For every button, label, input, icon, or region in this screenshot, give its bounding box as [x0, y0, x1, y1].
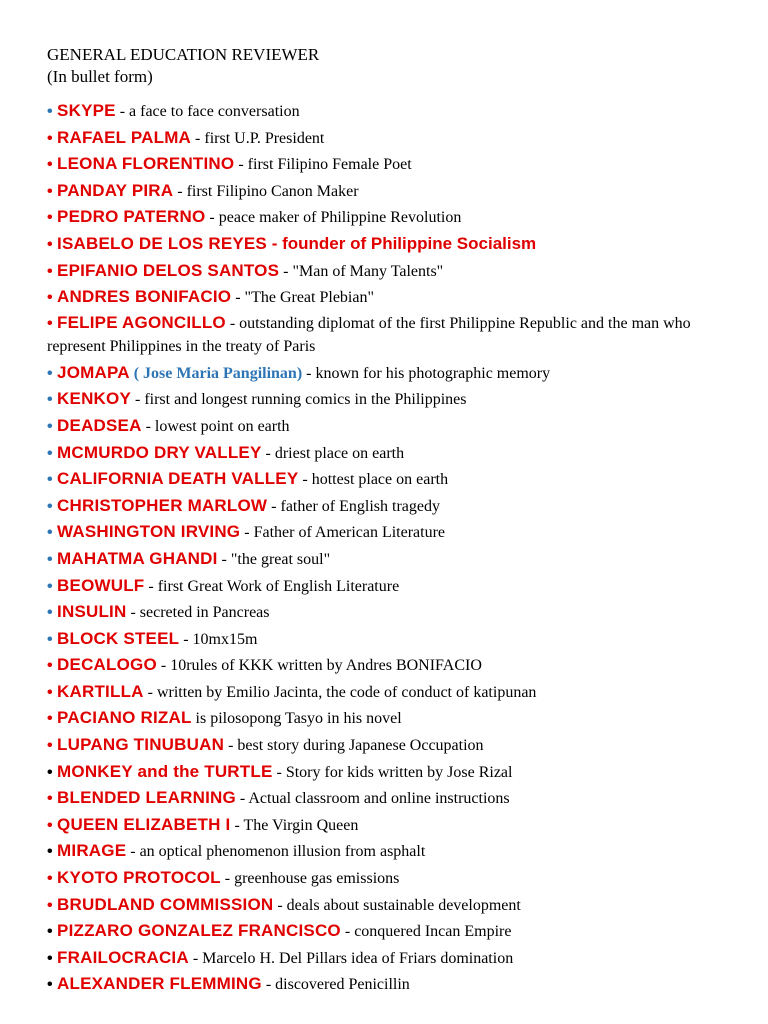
bullet-icon: •: [47, 314, 58, 332]
list-item: [47, 440, 737, 467]
item-term: QUEEN ELIZABETH I: [57, 814, 231, 834]
item-description: - 10mx15m: [179, 630, 258, 648]
item-description: - outstanding diplomat of the first Philippine Republic and the man who represent Philippines in the treaty of Paris: [47, 314, 691, 355]
item-description: - driest place on earth: [261, 444, 405, 462]
list-item: [47, 573, 737, 600]
bullet-icon: •: [47, 763, 58, 781]
document-subtitle: (In bullet form): [47, 67, 153, 86]
bullet-icon: •: [47, 896, 58, 914]
item-description: - an optical phenomenon illusion from asphalt: [126, 843, 426, 861]
item-description: - secreted in Pancreas: [126, 604, 270, 622]
item-term: CHRISTOPHER MARLOW: [57, 495, 268, 515]
list-item: [47, 652, 737, 679]
item-term: KYOTO PROTOCOL: [57, 868, 221, 888]
bullet-icon: •: [47, 630, 58, 648]
item-term: LUPANG TINUBUAN: [57, 735, 225, 755]
item-description: - Story for kids written by Jose Rizal: [272, 763, 513, 781]
item-term: EPIFANIO DELOS SANTOS: [57, 260, 280, 280]
bullet-icon: •: [47, 129, 58, 147]
item-description: - 10rules of KKK written by Andres BONIFACIO: [156, 657, 482, 675]
list-item: [47, 945, 737, 972]
bullet-icon: •: [47, 790, 58, 808]
list-item: [47, 360, 737, 387]
item-description: - lowest point on earth: [141, 417, 290, 435]
item-term: PANDAY PIRA: [57, 180, 174, 200]
list-item: [47, 98, 737, 125]
bullet-icon: •: [47, 182, 58, 200]
item-term: SKYPE: [57, 101, 116, 120]
item-description: - first Filipino Female Poet: [234, 156, 412, 174]
bullet-icon: •: [47, 156, 58, 174]
item-term: PIZZARO GONZALEZ FRANCISCO: [57, 921, 341, 941]
item-description: - Father of American Literature: [240, 524, 446, 542]
list-item: [47, 599, 737, 626]
list-item: [47, 732, 737, 759]
bullet-icon: •: [47, 737, 58, 755]
bullet-icon: •: [47, 364, 58, 382]
item-note: ( Jose Maria Pangilinan): [129, 364, 303, 382]
item-description: - deals about sustainable development: [273, 896, 521, 914]
document-title: GENERAL EDUCATION REVIEWER: [47, 45, 320, 64]
item-description: - hottest place on earth: [298, 471, 449, 489]
bullet-icon: •: [47, 710, 58, 728]
item-term: KENKOY: [57, 389, 131, 409]
item-description: - Actual classroom and online instructions: [235, 790, 510, 808]
item-description: - father of English tragedy: [267, 497, 440, 515]
list-item: [47, 519, 737, 546]
item-term: KARTILLA: [57, 681, 144, 701]
list-item: [47, 918, 737, 945]
item-description: - conquered Incan Empire: [340, 923, 512, 941]
list-item: [47, 311, 737, 358]
item-description: - first U.P. President: [191, 129, 325, 147]
item-description: - "the great soul": [217, 550, 331, 568]
item-description: - Marcelo H. Del Pillars idea of Friars domination: [188, 949, 514, 967]
list-item: [47, 413, 737, 440]
item-description: - written by Emilio Jacinta, the code of conduct of katipunan: [143, 683, 537, 701]
item-term: FELIPE AGONCILLO: [57, 312, 226, 332]
list-item: [47, 386, 737, 413]
item-term: PEDRO PATERNO: [57, 207, 206, 227]
bullet-icon: •: [47, 577, 58, 595]
list-item: [47, 466, 737, 493]
bullet-icon: •: [47, 417, 58, 435]
item-description: - greenhouse gas emissions: [220, 870, 400, 888]
bullet-icon: •: [47, 657, 58, 675]
item-description: - known for his photographic memory: [302, 364, 551, 382]
list-item: [47, 125, 737, 152]
bullet-icon: •: [47, 524, 58, 542]
list-item: [47, 178, 737, 205]
item-term: ALEXANDER FLEMMING: [57, 974, 262, 994]
item-term: BEOWULF: [57, 575, 145, 595]
item-term: MAHATMA GHANDI: [57, 548, 218, 568]
item-term: JOMAPA: [57, 362, 130, 382]
list-item: [47, 838, 737, 865]
bullet-icon: •: [47, 976, 58, 994]
list-item: [47, 284, 737, 311]
bullet-icon: •: [47, 497, 58, 515]
item-term: RAFAEL PALMA: [57, 127, 192, 147]
item-term: FRAILOCRACIA: [57, 947, 189, 967]
list-item: [47, 258, 737, 285]
item-description: - a face to face conversation: [115, 103, 300, 120]
item-description: - first Filipino Canon Maker: [173, 182, 359, 200]
item-description: - first and longest running comics in the Philippines: [130, 391, 467, 409]
item-term: DEADSEA: [57, 415, 142, 435]
item-description: - "The Great Plebian": [231, 289, 374, 307]
bullet-icon: •: [47, 444, 58, 462]
item-term: PACIANO RIZAL: [57, 708, 192, 728]
bullet-icon: •: [47, 816, 58, 834]
bullet-icon: •: [47, 103, 58, 120]
bullet-icon: •: [47, 209, 58, 227]
list-item: [47, 759, 737, 786]
bullet-icon: •: [47, 289, 58, 307]
item-term: DECALOGO: [57, 655, 157, 675]
list-item: [47, 892, 737, 919]
bullet-icon: •: [47, 391, 58, 409]
item-description: - peace maker of Philippine Revolution: [205, 209, 462, 227]
item-term: MONKEY and the TURTLE: [57, 761, 273, 781]
bullet-icon: •: [47, 235, 58, 253]
bullet-icon: •: [47, 471, 58, 489]
list-item: [47, 493, 737, 520]
list-item: [47, 812, 737, 839]
list-item: [47, 626, 737, 653]
item-term: ANDRES BONIFACIO: [57, 287, 232, 307]
list-item: [47, 785, 737, 812]
bullet-icon: •: [47, 683, 58, 701]
item-description: - best story during Japanese Occupation: [224, 737, 484, 755]
item-description: is pilosopong Tasyo in his novel: [191, 710, 402, 728]
item-term: BRUDLAND COMMISSION: [57, 894, 274, 914]
item-term: INSULIN: [57, 602, 127, 622]
item-term: MCMURDO DRY VALLEY: [57, 442, 262, 462]
bullet-icon: •: [47, 550, 58, 568]
bullet-icon: •: [47, 604, 58, 622]
item-term: WASHINGTON IRVING: [57, 522, 241, 542]
bullet-icon: •: [47, 843, 58, 861]
list-item: [47, 151, 737, 178]
item-term: LEONA FLORENTINO: [57, 154, 235, 174]
list-item: [47, 865, 737, 892]
item-term: BLENDED LEARNING: [57, 788, 236, 808]
bullet-icon: •: [47, 870, 58, 888]
item-term: MIRAGE: [57, 841, 127, 861]
item-description: - "Man of Many Talents": [279, 262, 444, 280]
item-term: BLOCK STEEL: [57, 628, 180, 648]
list-item: [47, 231, 737, 258]
item-description: - discovered Penicillin: [261, 976, 410, 994]
bullet-list: [47, 98, 737, 998]
item-description: - The Virgin Queen: [230, 816, 359, 834]
bullet-icon: •: [47, 923, 58, 941]
document-page: [47, 44, 737, 998]
item-term: ISABELO DE LOS REYES: [57, 233, 267, 253]
list-item: [47, 204, 737, 231]
list-item: [47, 705, 737, 732]
bullet-icon: •: [47, 262, 58, 280]
item-description: - first Great Work of English Literature: [144, 577, 400, 595]
item-description: - founder of Philippine Socialism: [266, 233, 537, 253]
bullet-icon: •: [47, 949, 58, 967]
list-item: [47, 971, 737, 998]
list-item: [47, 546, 737, 573]
item-term: CALIFORNIA DEATH VALLEY: [57, 469, 299, 489]
list-item: [47, 679, 737, 706]
